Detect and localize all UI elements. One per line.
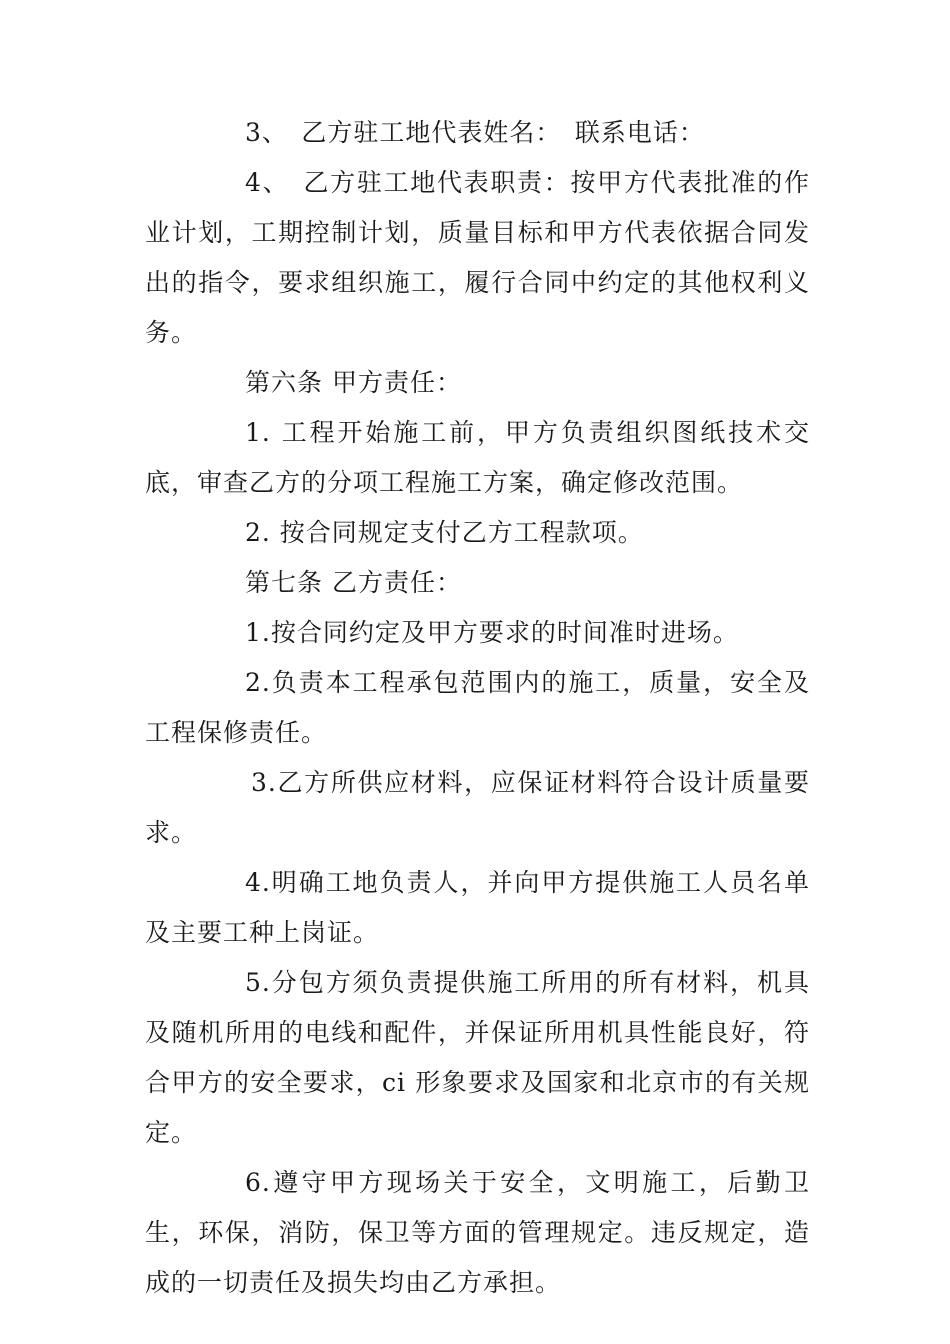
article-7-item-1: 1.按合同约定及甲方要求的时间准时进场。 [245,618,739,647]
document-body [145,108,810,1308]
article-7-item-5: 5.分包方须负责提供施工所用的所有材料，机具及随机所用的电线和配件，并保证所用机具性能良好，符合甲方的安全要求，ci 形象要求及国家和北京市的有关规定。 [145,968,810,1147]
article-7-heading: 第七条 乙方责任： [245,568,462,597]
article-7-item-2: 2.负责本工程承包范围内的施工，质量，安全及工程保修责任。 [145,668,810,747]
article-6-item-1: 1. 工程开始施工前，甲方负责组织图纸技术交底，审查乙方的分项工程施工方案，确定修改范围。 [145,418,810,497]
article-6-item-2: 2. 按合同规定支付乙方工程款项。 [245,518,644,547]
article-7-item-6: 6.遵守甲方现场关于安全，文明施工，后勤卫生，环保，消防，保卫等方面的管理规定。违反规定，造成的一切责任及损失均由乙方承担。 [145,1168,810,1297]
article-7-item-4: 4.明确工地负责人，并向甲方提供施工人员名单及主要工种上岗证。 [145,868,810,947]
article-7-item-3: 3.乙方所供应材料，应保证材料符合设计质量要求。 [145,768,810,847]
article-6-heading: 第六条 甲方责任： [245,368,462,397]
paragraph-rep-name: 3、 乙方驻工地代表姓名： 联系电话： [245,118,705,147]
paragraph-rep-duties: 4、 乙方驻工地代表职责：按甲方代表批准的作业计划，工期控制计划，质量目标和甲方代表依据合同发出的指令，要求组织施工，履行合同中约定的其他权利义务。 [145,168,810,347]
